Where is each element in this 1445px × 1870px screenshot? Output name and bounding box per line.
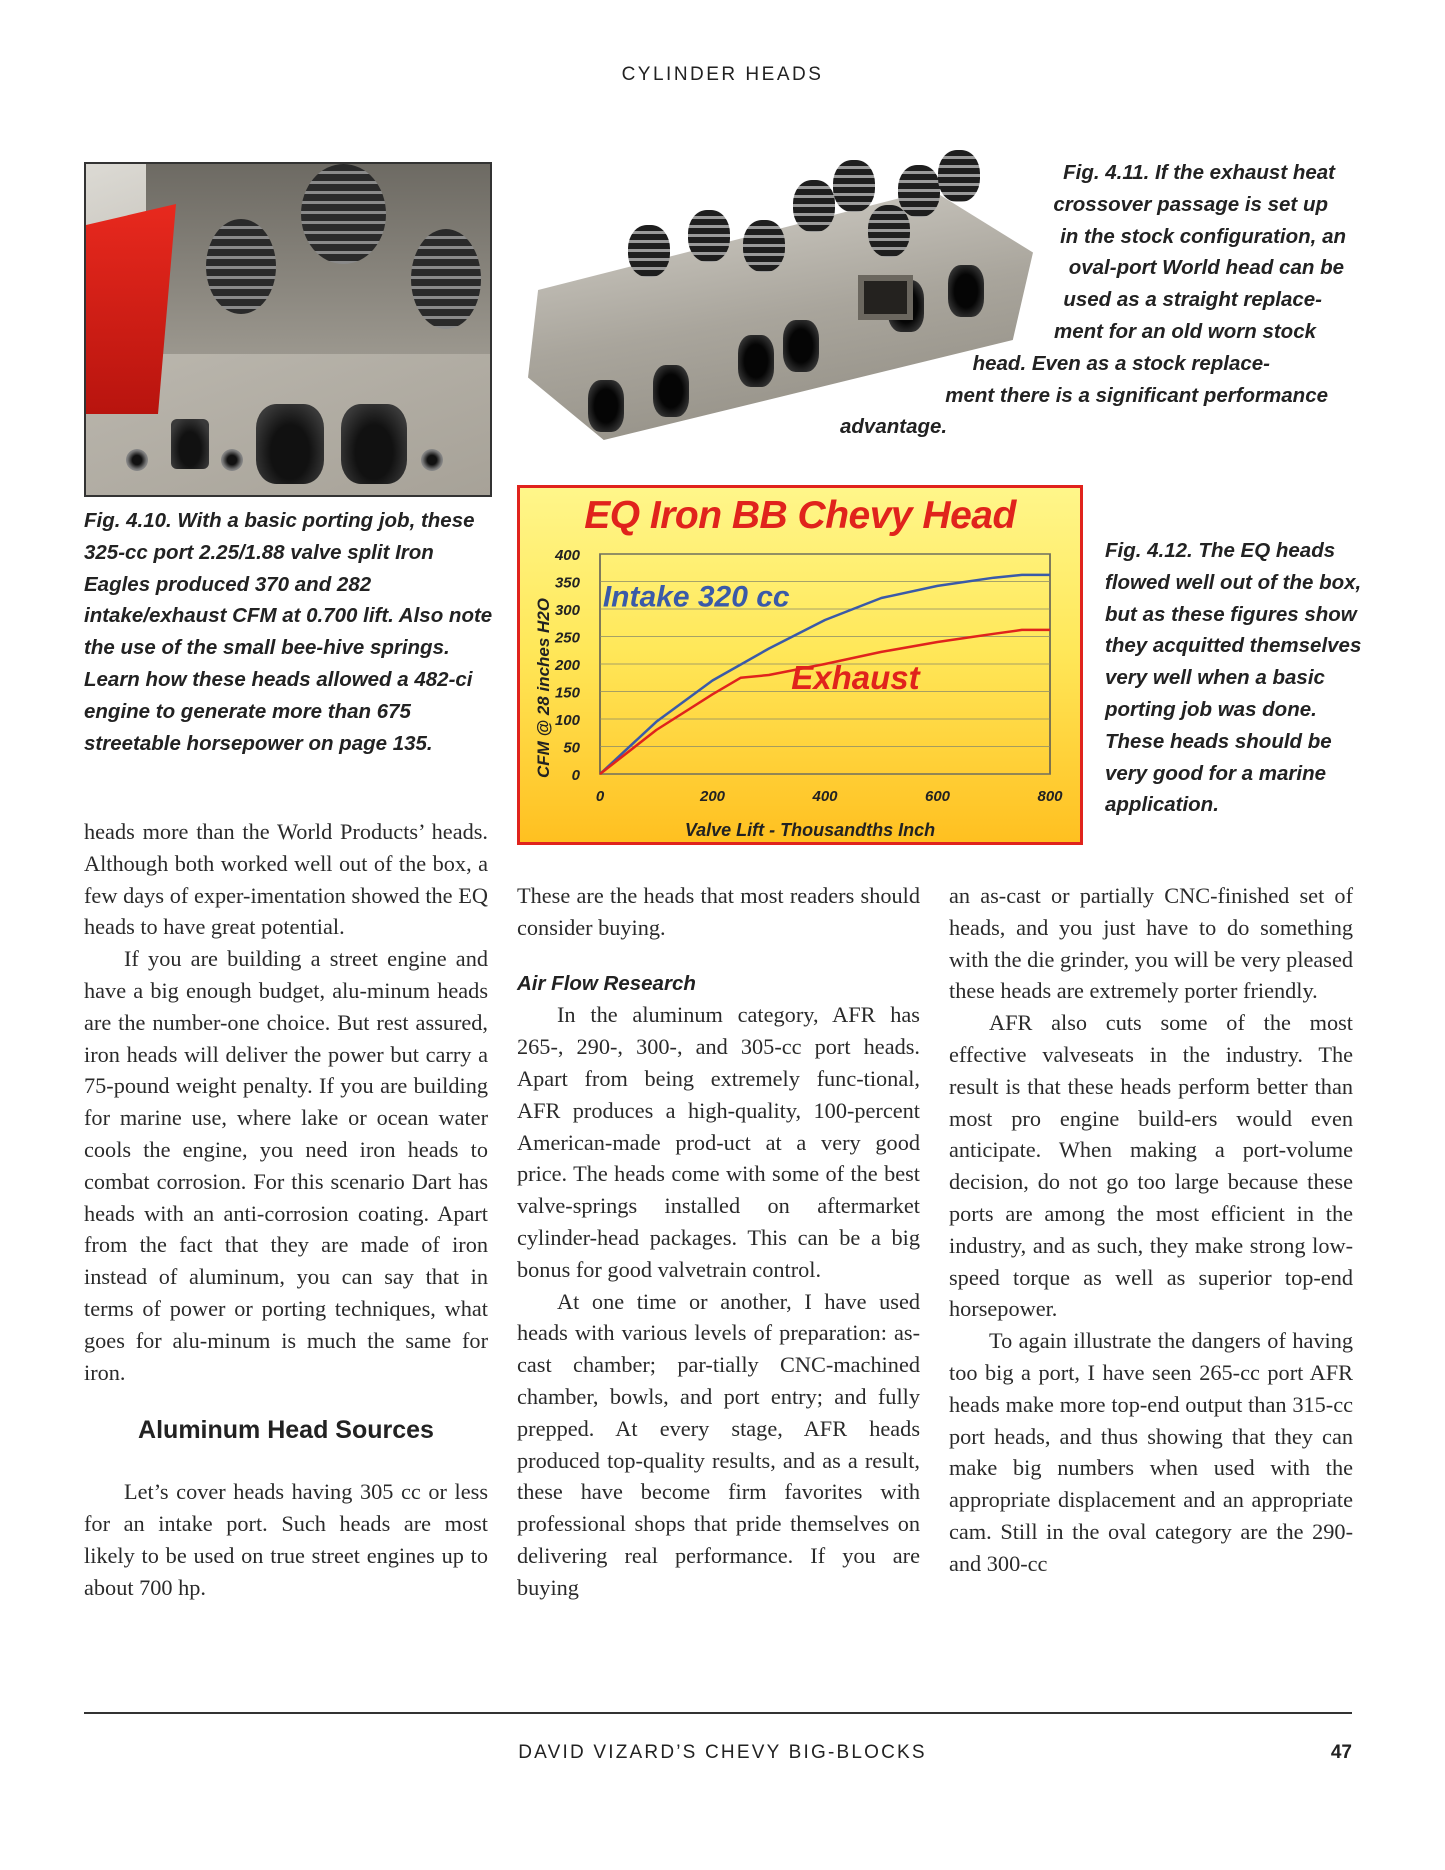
cylinder-head-photo-410	[84, 162, 492, 497]
caption-fig-4-12: Fig. 4.12. The EQ heads flowed well out of the box, but as these figures show they acquitted themselves very well when a basic porting job was done. These heads should be very good for a marine application.	[1105, 539, 1362, 817]
x-tick-label: 400	[812, 788, 838, 805]
x-tick-label: 200	[699, 788, 726, 805]
caption-fig-4-10: Fig. 4.10. With a basic porting job, these 325-cc port 2.25/1.88 valve split Iron Eagles produced 370 and 282 intake/exhaust CFM at 0.700 lift. Also note the use of the small bee-hive springs. Learn how these heads allowed a 482-ci engine to generate more than 675 streetable horsepower on page 135.	[84, 509, 493, 755]
intake-series-label: Intake 320 cc	[602, 580, 790, 614]
text-column-3	[949, 880, 1353, 1580]
paragraph: In the aluminum category, AFR has 265-, 290-, 300-, and 305-cc port heads. Apart from being extremely func-tional, AFR produces a high-quality, 100-percent American-made prod-uct at a very good price. The heads come with some of the best valve-springs installed on aftermarket cylinder-head packages. This can be a big bonus for good valvetrain control.	[517, 1002, 920, 1282]
paragraph: If you are building a street engine and have a big enough budget, alu-minum heads are the number-one choice. But rest assured, iron heads will deliver the power but carry a 75-pound weight penalty. If you are building for marine use, where lake or ocean water cools the engine, you need iron heads to combat corrosion. For this scenario Dart has heads with an anti-corrosion coating. Apart from the fact that they are made of iron instead of aluminum, you can say that in terms of power or porting techniques, what goes for alu-minum is much the same for iron.	[84, 946, 488, 1385]
caption-line: crossover passage is set up	[1053, 192, 1328, 216]
chart-title: EQ Iron BB Chevy Head	[584, 494, 1016, 537]
paragraph: To again illustrate the dangers of having too big a port, I have seen 265-cc port AFR heads make more top-end output than 315-cc port heads, and thus showing that they can make big numbers when used with the appropriate displacement and an appropriate cam. Still in the oval category are the 290- and 300-cc	[949, 1328, 1353, 1576]
y-axis-label: CFM @ 28 inches H2O	[534, 598, 553, 779]
y-tick-label: 350	[554, 574, 580, 592]
x-tick-label: 800	[1037, 788, 1063, 805]
paragraph: These are the heads that most readers should consider buying.	[517, 883, 920, 940]
footer-rule	[84, 1712, 1352, 1714]
exhaust-series-label: Exhaust	[791, 658, 920, 696]
section-heading: Aluminum Head Sources	[138, 1416, 434, 1445]
y-tick-label: 100	[554, 712, 580, 729]
caption-line: oval-port World head can be	[1068, 256, 1344, 280]
flow-chart	[517, 485, 1083, 845]
exhaust-series-line	[600, 630, 1050, 774]
chart-plot	[520, 488, 1080, 842]
x-tick-label: 600	[924, 788, 951, 805]
y-tick-label: 200	[554, 657, 580, 674]
caption-line: used as a straight replace-	[1063, 288, 1322, 312]
x-tick-label: 0	[595, 788, 605, 805]
paragraph: Let’s cover heads having 305 cc or less for an intake port. Such heads are most likely to be used on true street engines up to about 700 hp.	[84, 1479, 488, 1600]
caption-fig-4-11	[840, 157, 1360, 443]
y-tick-label: 250	[554, 629, 580, 647]
paragraph: At one time or another, I have used heads with various levels of preparation: as-cast chamber; par-tially CNC-machined chamber, bowls, and port entry; and fully prepped. At every stage, AFR heads produced top-quality results, and as a result, these have become firm favorites with professional shops that pride themselves on delivering real performance. If you are buying	[517, 1288, 920, 1600]
paragraph: AFR also cuts some of the most effective valveseats in the industry. The result is that these heads perform better than most pro engine build-ers would even anticipate. When making a port-volume decision, do not go too large because these ports are among the most efficient in the industry, and as such, they make strong low-speed torque as well as superior top-end horsepower.	[949, 1010, 1353, 1322]
footer-book-title: DAVID VIZARD’S CHEVY BIG-BLOCKS	[518, 1742, 927, 1763]
text-column-2	[517, 880, 920, 1604]
page-number: 47	[1330, 1742, 1352, 1763]
text-column-1	[84, 816, 488, 1604]
caption-line: head. Even as a stock replace-	[972, 351, 1270, 375]
paragraph: an as-cast or partially CNC-finished set of heads, and you just have to do something with the die grinder, you will be very pleased these heads are extremely porter friendly.	[949, 883, 1353, 1004]
caption-line: Fig. 4.11. If the exhaust heat	[1063, 161, 1335, 184]
y-tick-label: 300	[554, 602, 580, 619]
caption-line: ment for an old worn stock	[1054, 319, 1316, 343]
y-tick-label: 400	[554, 547, 580, 564]
paragraph: heads more than the World Products’ heads. Although both worked well out of the box, a few days of exper-imentation showed the EQ heads to have great potential.	[84, 819, 488, 940]
x-axis-label: Valve Lift - Thousandths Inch	[684, 820, 936, 840]
y-tick-label: 0	[571, 767, 580, 784]
y-tick-label: 150	[554, 684, 580, 702]
caption-line: in the stock configuration, an	[1060, 224, 1346, 248]
subsection-heading: Air Flow Research	[517, 971, 696, 995]
caption-line: advantage.	[840, 415, 948, 439]
y-tick-label: 50	[563, 739, 580, 757]
running-head: CYLINDER HEADS	[621, 64, 824, 85]
caption-line: ment there is a significant performance	[945, 383, 1328, 407]
